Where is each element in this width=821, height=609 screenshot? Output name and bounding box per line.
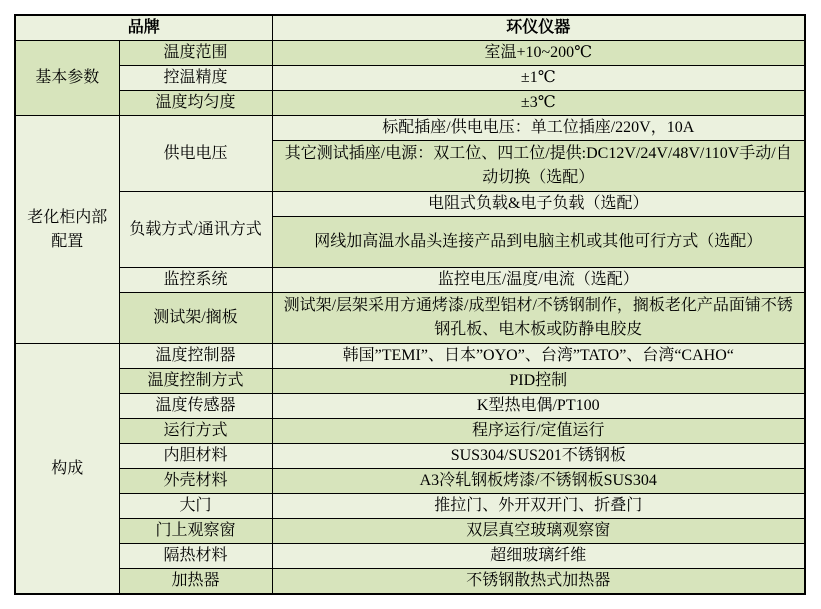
value-cell: 测试架/层架采用方通烤漆/成型铝材/不锈钢制作，搁板老化产品面铺不锈钢孔板、电木板或防静电胶皮 [272,293,805,344]
value-cell: 推拉门、外开双开门、折叠门 [272,494,805,519]
param-cell: 监控系统 [119,268,272,293]
group-label-cell: 构成 [15,344,119,595]
param-cell: 门上观察窗 [119,519,272,544]
param-cell: 温度控制方式 [119,369,272,394]
value-cell: 电阻式负载&电子负载（选配） [272,192,805,217]
value-cell: PID控制 [272,369,805,394]
brand-value-cell: 环仪仪器 [272,15,805,41]
value-cell: A3冷轧钢板烤漆/不锈钢板SUS304 [272,469,805,494]
param-cell: 温度范围 [119,41,272,66]
value-cell: 韩国”TEMI”、日本”OYO”、台湾”TATO”、台湾“CAHO“ [272,344,805,369]
value-cell: K型热电偶/PT100 [272,394,805,419]
value-cell: 室温+10~200℃ [272,41,805,66]
value-cell: 双层真空玻璃观察窗 [272,519,805,544]
table-row [15,192,805,217]
table-row [15,569,805,595]
value-cell: 网线加高温水晶头连接产品到电脑主机或其他可行方式（选配） [272,217,805,268]
param-cell: 加热器 [119,569,272,595]
table-row [15,91,805,116]
param-cell: 运行方式 [119,419,272,444]
table-row [15,41,805,66]
table-row [15,444,805,469]
table-row [15,344,805,369]
value-cell: SUS304/SUS201不锈钢板 [272,444,805,469]
value-cell: ±3℃ [272,91,805,116]
table-row [15,293,805,344]
table-row [15,519,805,544]
param-cell: 外壳材料 [119,469,272,494]
param-cell: 温度传感器 [119,394,272,419]
table-row [15,394,805,419]
param-cell: 内胆材料 [119,444,272,469]
param-cell: 测试架/搁板 [119,293,272,344]
table-row [15,15,805,41]
table-row [15,419,805,444]
table-row [15,494,805,519]
group-label-cell: 老化柜内部配置 [15,116,119,344]
spec-table [14,14,806,595]
param-cell: 大门 [119,494,272,519]
param-cell: 温度控制器 [119,344,272,369]
param-cell: 供电电压 [119,116,272,192]
param-cell: 温度均匀度 [119,91,272,116]
table-row [15,544,805,569]
param-cell: 负载方式/通讯方式 [119,192,272,268]
table-row [15,66,805,91]
value-cell: 标配插座/供电电压：单工位插座/220V，10A [272,116,805,141]
value-cell: ±1℃ [272,66,805,91]
table-row [15,116,805,141]
table-row [15,268,805,293]
group-label-cell: 基本参数 [15,41,119,116]
param-cell: 控温精度 [119,66,272,91]
param-cell: 隔热材料 [119,544,272,569]
brand-header-cell: 品牌 [15,15,272,41]
table-row [15,369,805,394]
value-cell: 不锈钢散热式加热器 [272,569,805,595]
value-cell: 监控电压/温度/电流（选配） [272,268,805,293]
table-row [15,469,805,494]
value-cell: 程序运行/定值运行 [272,419,805,444]
value-cell: 其它测试插座/电源：双工位、四工位/提供:DC12V/24V/48V/110V手动/自动切换（选配） [272,141,805,192]
value-cell: 超细玻璃纤维 [272,544,805,569]
